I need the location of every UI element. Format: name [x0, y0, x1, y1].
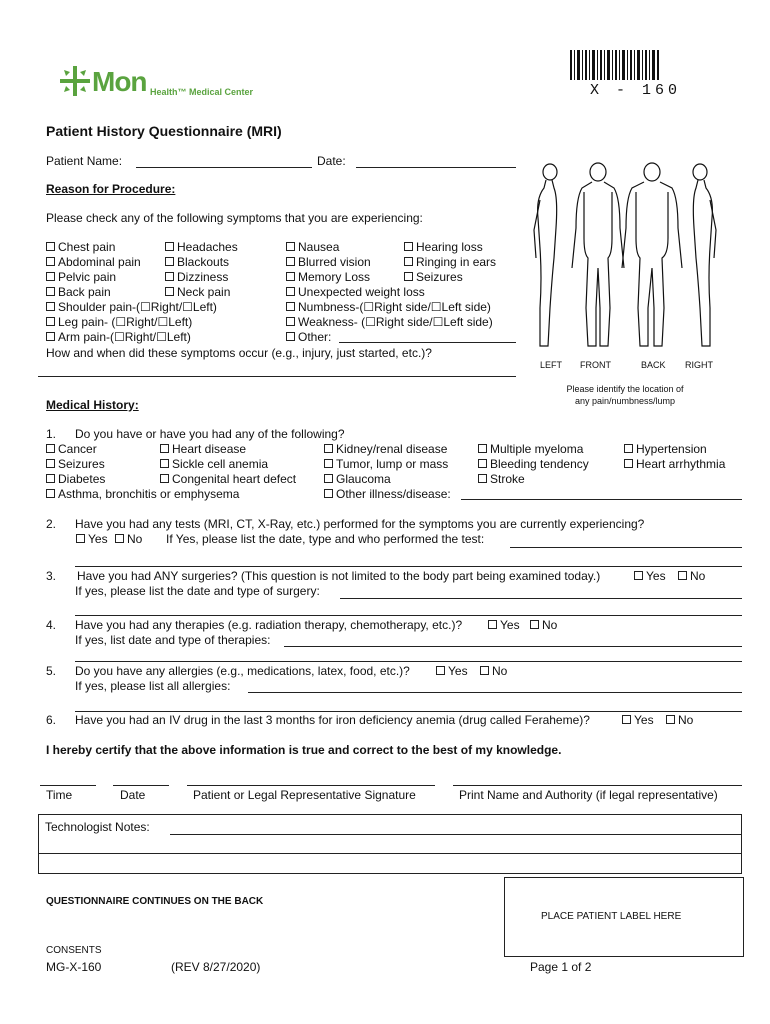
- q4-answer-field-2[interactable]: [75, 661, 742, 662]
- checkbox[interactable]: [404, 257, 413, 266]
- checkbox[interactable]: [286, 317, 295, 326]
- checkbox[interactable]: [678, 571, 687, 580]
- symptom-item[interactable]: Memory Loss: [286, 270, 370, 284]
- symptom-item[interactable]: Other:: [286, 330, 331, 344]
- checkbox[interactable]: [76, 534, 85, 543]
- checkbox[interactable]: [46, 287, 55, 296]
- other-illness-field[interactable]: [461, 499, 742, 500]
- q5-number: 5.: [46, 664, 57, 678]
- checkbox[interactable]: [165, 287, 174, 296]
- q2-answer-field[interactable]: [510, 547, 742, 548]
- symptom-item[interactable]: Chest pain: [46, 240, 115, 254]
- time-label: Time: [46, 788, 73, 802]
- checkbox[interactable]: [634, 571, 643, 580]
- checkbox[interactable]: [436, 666, 445, 675]
- checkbox[interactable]: [286, 287, 295, 296]
- body-diagram[interactable]: [526, 158, 722, 358]
- condition-item[interactable]: Asthma, bronchitis or emphysema: [46, 487, 239, 501]
- checkbox[interactable]: [478, 474, 487, 483]
- checkbox[interactable]: [46, 257, 55, 266]
- q2-text: Have you had any tests (MRI, CT, X-Ray, etc.) performed for the symptoms you are currently experiencing?: [75, 517, 645, 531]
- condition-item[interactable]: Stroke: [478, 472, 525, 486]
- patient-label-text: PLACE PATIENT LABEL HERE: [541, 911, 682, 922]
- q1-text: Do you have or have you had any of the following?: [75, 427, 345, 441]
- signature-label: Patient or Legal Representative Signature: [193, 788, 416, 802]
- q6-yes[interactable]: Yes: [622, 713, 654, 727]
- symptom-item[interactable]: Numbness-(☐Right side/☐Left side): [286, 300, 491, 314]
- checkbox[interactable]: [324, 459, 333, 468]
- barcode: [570, 50, 660, 80]
- logo-sub: Health™ Medical Center: [150, 87, 254, 97]
- signature-field[interactable]: [187, 785, 435, 786]
- condition-item[interactable]: Bleeding tendency: [478, 457, 589, 471]
- checkbox[interactable]: [46, 459, 55, 468]
- symptom-item[interactable]: Neck pain: [165, 285, 230, 299]
- checkbox[interactable]: [324, 444, 333, 453]
- symptom-item[interactable]: Seizures: [404, 270, 463, 284]
- q2-follow: If Yes, please list the date, type and who performed the test:: [166, 532, 485, 546]
- checkbox[interactable]: [46, 332, 55, 341]
- symptom-item[interactable]: Headaches: [165, 240, 238, 254]
- symptom-item[interactable]: Dizziness: [165, 270, 228, 284]
- checkbox[interactable]: [46, 272, 55, 281]
- q3-answer-field[interactable]: [340, 598, 742, 599]
- q3-number: 3.: [46, 569, 57, 583]
- checkbox[interactable]: [404, 242, 413, 251]
- footer-rev: (REV 8/27/2020): [171, 960, 261, 974]
- q3-text: Have you had ANY surgeries? (This question is not limited to the body part being examined today.): [77, 569, 601, 583]
- symptom-item[interactable]: Blackouts: [165, 255, 229, 269]
- q1-number: 1.: [46, 427, 57, 441]
- condition-item[interactable]: Cancer: [46, 442, 97, 456]
- q5-text: Do you have any allergies (e.g., medications, latex, food, etc.)?: [75, 664, 410, 678]
- print-name-label: Print Name and Authority (if legal representative): [459, 788, 718, 802]
- other-symptom-field[interactable]: [339, 342, 516, 343]
- symptom-item[interactable]: Blurred vision: [286, 255, 371, 269]
- checkbox[interactable]: [488, 620, 497, 629]
- symptom-item[interactable]: Nausea: [286, 240, 339, 254]
- checkbox[interactable]: [286, 332, 295, 341]
- symptoms-when: How and when did these symptoms occur (e.g., injury, just started, etc.)?: [46, 346, 432, 360]
- q4-answer-field[interactable]: [284, 646, 742, 647]
- tech-notes-label: Technologist Notes:: [45, 820, 150, 834]
- medical-history-heading: Medical History:: [46, 398, 139, 412]
- checkbox[interactable]: [622, 715, 631, 724]
- checkbox[interactable]: [46, 444, 55, 453]
- q2-yes[interactable]: Yes: [76, 532, 108, 546]
- checkbox[interactable]: [165, 242, 174, 251]
- condition-item[interactable]: Heart disease: [160, 442, 246, 456]
- checkbox[interactable]: [46, 489, 55, 498]
- checkbox[interactable]: [480, 666, 489, 675]
- checkbox[interactable]: [286, 257, 295, 266]
- q4-follow: If yes, list date and type of therapies:: [75, 633, 271, 647]
- condition-item[interactable]: Sickle cell anemia: [160, 457, 268, 471]
- body-label-front: FRONT: [580, 360, 611, 370]
- condition-item[interactable]: Heart arrhythmia: [624, 457, 725, 471]
- checkbox[interactable]: [324, 489, 333, 498]
- q2-number: 2.: [46, 517, 57, 531]
- date-label: Date:: [317, 154, 346, 168]
- footer-page: Page 1 of 2: [530, 960, 592, 974]
- symptoms-prompt: Please check any of the following symptoms that you are experiencing:: [46, 211, 423, 225]
- checkbox[interactable]: [46, 317, 55, 326]
- q5-no[interactable]: No: [480, 664, 507, 678]
- body-back-figure: [622, 163, 682, 346]
- checkbox[interactable]: [46, 474, 55, 483]
- body-left-figure: [534, 164, 557, 346]
- symptom-item[interactable]: Leg pain- (☐Right/☐Left): [46, 315, 192, 329]
- symptom-item[interactable]: Hearing loss: [404, 240, 483, 254]
- symptom-item[interactable]: Back pain: [46, 285, 111, 299]
- checkbox[interactable]: [286, 302, 295, 311]
- symptoms-when-field[interactable]: [38, 376, 516, 377]
- condition-item[interactable]: Congenital heart defect: [160, 472, 296, 486]
- form-code: X - 160: [590, 82, 682, 99]
- footer-form-id: MG-X-160: [46, 960, 102, 974]
- checkbox[interactable]: [324, 474, 333, 483]
- patient-label-box: [504, 877, 744, 957]
- q5-yes[interactable]: Yes: [436, 664, 468, 678]
- q3-follow: If yes, please list the date and type of surgery:: [75, 584, 320, 598]
- checkbox[interactable]: [478, 444, 487, 453]
- checkbox[interactable]: [46, 242, 55, 251]
- body-label-back: BACK: [641, 360, 666, 370]
- symptom-item[interactable]: Ringing in ears: [404, 255, 496, 269]
- condition-item[interactable]: Multiple myeloma: [478, 442, 583, 456]
- checkbox[interactable]: [624, 444, 633, 453]
- symptom-item[interactable]: Shoulder pain-(☐Right/☐Left): [46, 300, 217, 314]
- q2-answer-field-2[interactable]: [75, 566, 742, 567]
- logo-mark-icon: [58, 64, 92, 98]
- technologist-notes-box[interactable]: [38, 814, 742, 874]
- checkbox[interactable]: [160, 444, 169, 453]
- checkbox[interactable]: [666, 715, 675, 724]
- checkbox[interactable]: [530, 620, 539, 629]
- date-sign-field[interactable]: [113, 785, 169, 786]
- checkbox[interactable]: [286, 242, 295, 251]
- checkbox[interactable]: [160, 459, 169, 468]
- q6-text: Have you had an IV drug in the last 3 months for iron deficiency anemia (drug called Feraheme)?: [75, 713, 590, 727]
- condition-item[interactable]: Kidney/renal disease: [324, 442, 447, 456]
- time-field[interactable]: [40, 785, 96, 786]
- q6-no[interactable]: No: [666, 713, 693, 727]
- footer-consents: CONSENTS: [46, 945, 102, 956]
- symptom-item[interactable]: Abdominal pain: [46, 255, 141, 269]
- q3-no[interactable]: No: [678, 569, 705, 583]
- body-front-figure: [572, 163, 624, 346]
- logo-word: Mon: [92, 66, 147, 97]
- checkbox[interactable]: [165, 257, 174, 266]
- q5-answer-field-2[interactable]: [75, 711, 742, 712]
- q2-no[interactable]: No: [115, 532, 142, 546]
- date-sign-label: Date: [120, 788, 146, 802]
- symptom-item[interactable]: Pelvic pain: [46, 270, 116, 284]
- body-label-right: RIGHT: [685, 360, 713, 370]
- body-caption: Please identify the location of any pain/numbness/lump: [566, 384, 684, 406]
- symptom-item[interactable]: Weakness- (☐Right side/☐Left side): [286, 315, 493, 329]
- checkbox[interactable]: [404, 272, 413, 281]
- symptom-item[interactable]: Unexpected weight loss: [286, 285, 425, 299]
- condition-item[interactable]: Seizures: [46, 457, 105, 471]
- page-title: Patient History Questionnaire (MRI): [46, 123, 282, 139]
- condition-item[interactable]: Other illness/disease:: [324, 487, 451, 501]
- condition-item[interactable]: Diabetes: [46, 472, 105, 486]
- checkbox[interactable]: [165, 272, 174, 281]
- q4-yes[interactable]: Yes: [488, 618, 520, 632]
- print-name-field[interactable]: [453, 785, 742, 786]
- condition-item[interactable]: Hypertension: [624, 442, 707, 456]
- checkbox[interactable]: [286, 272, 295, 281]
- tech-notes-line-1[interactable]: [170, 834, 742, 835]
- condition-item[interactable]: Glaucoma: [324, 472, 391, 486]
- patient-name-label: Patient Name:: [46, 154, 123, 168]
- q6-number: 6.: [46, 713, 57, 727]
- checkbox[interactable]: [478, 459, 487, 468]
- continues-notice: QUESTIONNAIRE CONTINUES ON THE BACK: [46, 896, 264, 907]
- q4-number: 4.: [46, 618, 57, 632]
- checkbox[interactable]: [46, 302, 55, 311]
- q4-text: Have you had any therapies (e.g. radiation therapy, chemotherapy, etc.)?: [75, 618, 463, 632]
- certify-statement: I hereby certify that the above information is true and correct to the best of my knowledge.: [46, 743, 562, 757]
- body-right-figure: [693, 164, 716, 346]
- checkbox[interactable]: [115, 534, 124, 543]
- patient-name-field[interactable]: [136, 167, 312, 168]
- checkbox[interactable]: [160, 474, 169, 483]
- q4-no[interactable]: No: [530, 618, 557, 632]
- q5-answer-field[interactable]: [248, 692, 742, 693]
- q3-yes[interactable]: Yes: [634, 569, 666, 583]
- q5-follow: If yes, please list all allergies:: [75, 679, 231, 693]
- checkbox[interactable]: [624, 459, 633, 468]
- q3-answer-field-2[interactable]: [75, 615, 742, 616]
- body-label-left: LEFT: [540, 360, 563, 370]
- symptom-item[interactable]: Arm pain-(☐Right/☐Left): [46, 330, 191, 344]
- date-field[interactable]: [356, 167, 516, 168]
- tech-notes-line-2[interactable]: [39, 853, 742, 854]
- reason-heading: Reason for Procedure:: [46, 182, 176, 196]
- condition-item[interactable]: Tumor, lump or mass: [324, 457, 448, 471]
